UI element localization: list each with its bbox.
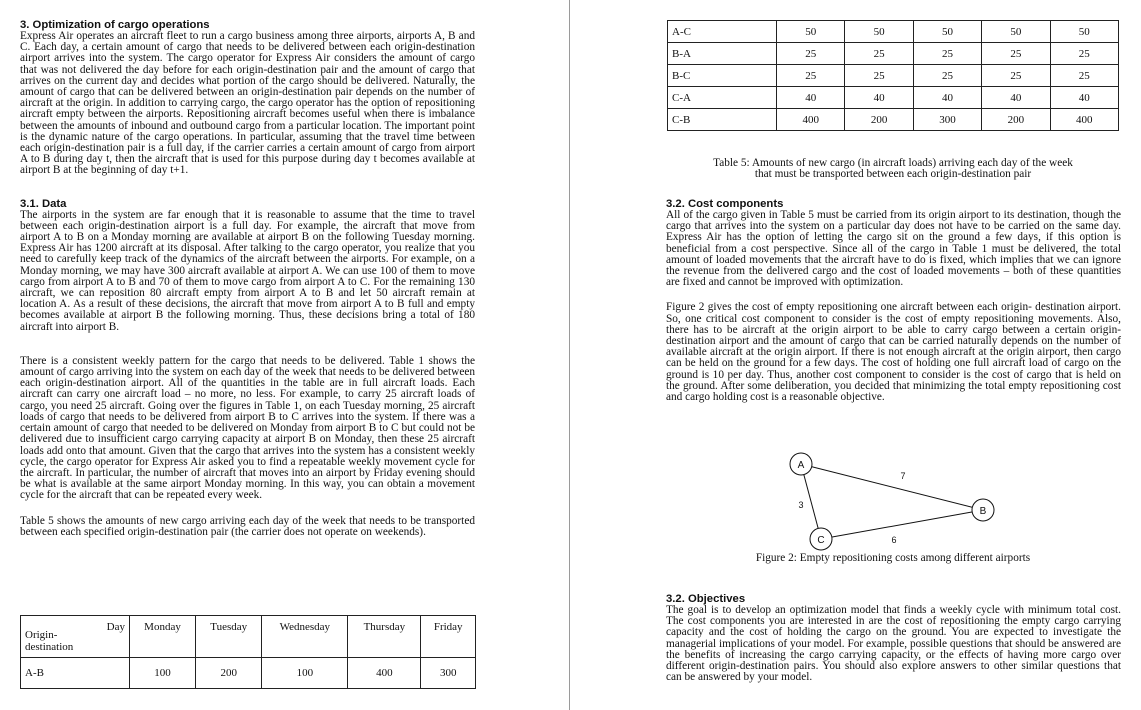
row-value: 400 <box>348 658 421 689</box>
row-pair: C-B <box>668 109 777 131</box>
data-paragraph: The airports in the system are far enough that it is reasonable to assume that the time to travel between each origin-destination airport is a full day. For example, the aircraft that move from airport A to B on a Monday morning are available at airport B on the following Tuesday morning. Express Air has 1200 aircraft at its disposal. After talking to the cargo operator, you realize that you need to carefully keep track of the dynamics of the aircraft between the airports. For example, on a Monday morning, we may have 300 aircraft available at airport A. We can use 100 of them to move cargo from airport A to B and 70 of them to move cargo from airport A to C. For the remaining 130 aircraft, we can reposition 80 aircraft empty from airport A to B and let 50 aircraft remain at location A. As a result of these decisions, the aircraft that move from airport A to B full and empty becomes available at airport B the following morning. Thus, these decisions bring a total of 180 aircraft into airport B. <box>20 208 475 333</box>
row-value: 200 <box>982 109 1050 131</box>
cost-paragraph-1: All of the cargo given in Table 5 must be carried from its origin airport to its destination, though the cargo that arrives into the system on a particular day does not have to be carried on the same day. Express Air has the option of letting the cargo sit on the ground a few days, if this option is beneficial from a cost perspective. Since all of the cargo in Table 1 must be delivered, the total amount of loaded movements that the aircraft have to do is fixed, which implies that we can ignore the revenue from the delivered cargo and the cost of loaded movements – both of these quantities are fixed and cannot be improved with optimization. <box>666 209 1121 289</box>
table-corner-cell <box>21 616 130 658</box>
edge-a-c-cost: 3 <box>798 500 804 510</box>
table-intro-paragraph: Table 5 shows the amounts of new cargo arriving each day of the week that needs to be transported between each specified origin-destination pair (the carrier does not operate on weekends). <box>20 514 475 538</box>
row-value: 40 <box>777 87 845 109</box>
header-day-2: Tuesday <box>196 616 262 658</box>
row-value: 100 <box>262 658 348 689</box>
row-value: 25 <box>982 43 1050 65</box>
row-value: 25 <box>913 43 981 65</box>
edge-a-b-cost: 7 <box>900 471 906 481</box>
row-value: 200 <box>845 109 913 131</box>
row-value: 25 <box>777 43 845 65</box>
header-day-5: Friday <box>421 616 476 658</box>
edge-a-c <box>801 464 821 539</box>
header-day-4: Thursday <box>348 616 421 658</box>
table-row <box>668 21 1119 43</box>
edge-c-b-cost: 6 <box>891 535 897 545</box>
header-day-3: Wednesday <box>262 616 348 658</box>
header-day-1: Monday <box>130 616 196 658</box>
row-value: 40 <box>913 87 981 109</box>
row-value: 40 <box>845 87 913 109</box>
day-label: Day <box>106 621 125 633</box>
row-pair: A-B <box>21 658 130 689</box>
row-value: 40 <box>1050 87 1118 109</box>
row-value: 400 <box>777 109 845 131</box>
node-b-label: B <box>979 506 987 517</box>
data-section-title: 3.1. Data <box>20 197 67 210</box>
row-value: 50 <box>777 21 845 43</box>
left-page <box>0 0 570 710</box>
right-page <box>570 0 1141 710</box>
left-text-column <box>20 19 475 538</box>
pattern-paragraph: There is a consistent weekly pattern for the cargo that needs to be delivered. Table 1 shows the amount of cargo arriving into the system on each day of the week that needs to be delivered between each origin-destination airport. All of the quantities in the table are in full aircraft loads. Each aircraft can carry one aircraft load – no more, no less. For example, to carry 25 aircraft loads of cargo, you need 25 aircraft. Going over the figures in Table 1, on each Tuesday morning, 25 aircraft loads of cargo that needs to be delivered from airport B to C arrives into the system. If there was a certain amount of cargo that needed to be delivered on Monday from airport B to C but could not be delivered due to insufficient cargo carrying capacity at airport B on Monday, then these 25 aircraft loads add onto that amount. Given that the cargo that arrives into the system has a consistent weekly cycle, the cargo operator for Express Air asked you to find a repeatable weekly movement cycle for the aircraft. In particular, the number of aircraft that moves into an airport by Friday evening should be what is available at the same airport Monday morning. In this way, you can obtain a movement cycle for the aircraft that can be repeated every week. <box>20 354 475 502</box>
row-value: 25 <box>913 65 981 87</box>
row-value: 25 <box>1050 65 1118 87</box>
table-caption-line-1: Table 5: Amounts of new cargo (in aircraft loads) arriving each day of the week <box>713 157 1073 169</box>
repositioning-cost-diagram <box>770 448 1010 554</box>
row-value: 100 <box>130 658 196 689</box>
row-value: 25 <box>845 43 913 65</box>
row-pair: B-C <box>668 65 777 87</box>
row-value: 40 <box>982 87 1050 109</box>
row-value: 50 <box>913 21 981 43</box>
row-value: 50 <box>845 21 913 43</box>
table-row <box>668 65 1119 87</box>
table-row <box>668 109 1119 131</box>
cargo-table-part-2 <box>667 20 1119 131</box>
origin-destination-label: Origin-destination <box>25 629 74 653</box>
cost-paragraph-2: Figure 2 gives the cost of empty repositioning one aircraft between each origin- destination airport. So, one critical cost component to consider is the cost of empty repositioning movements. Also, there has to be aircraft at the origin airport to be able to carry cargo between a certain origin-destination airport and the amount of cargo that can be carried naturally depends on the number of available aircraft at the origin airport. If there is not enough aircraft at the origin airport, then cargo can be held on the ground for a few days. The cost of holding one full aircraft load of cargo on the ground is 10 per day. Thus, another cost component to consider is the cost of cargo that is held on the ground. After some deliberation, you decided that minimizing the total empty repositioning cost and cargo holding cost is a reasonable objective. <box>666 301 1121 404</box>
intro-paragraph: Express Air operates an aircraft fleet to run a cargo business among three airports, airports A, B and C. Each day, a certain amount of cargo that needs to be delivered between each origin-destination airport arrives into the system. The cargo operator for Express Air considers the amount of cargo that was not delivered the day before for each origin-destination pair and the amount of cargo that arrives on the current day and decides what portion of the cargo should be delivered. Naturally, the amount of cargo that can be delivered between an origin-destination pair depends on the number of aircraft at the origin. In addition to carrying cargo, the cargo operator has the option of repositioning aircraft empty between the airports. Repositioning aircraft becomes useful when there is imbalance between the amounts of inbound and outbound cargo from a particular location. The important point is the dynamic nature of the cargo operations. In particular, assuming that the travel time between each origin-destination pair is a full day, if the carrier carries a certain amount of cargo from airport A to B during day t, then the aircraft that is used for this purpose during day t becomes available at airport B at the beginning of day t+1. <box>20 30 475 177</box>
objectives-paragraph: The goal is to develop an optimization model that finds a weekly cycle with minimum total cost. The cost components you are interested in are the cost of repositioning the empty cargo carrying capacity and the cost of holding the cargo on the ground. You are expected to investigate the managerial implications of your model. For example, possible questions that should be answered are the benefits of increasing the cargo carrying capacity, or the effects of having more cargo over different origin-destination pairs. You should also explore answers to other similar questions that can be answered by your model. <box>666 604 1121 684</box>
row-pair: B-A <box>668 43 777 65</box>
edge-a-b <box>801 464 983 510</box>
row-value: 25 <box>777 65 845 87</box>
table-header-row <box>21 616 476 658</box>
cost-section <box>666 198 1121 403</box>
table-caption-line-2: that must be transported between each origin-destination pair <box>754 168 1032 181</box>
row-value: 25 <box>982 65 1050 87</box>
edge-c-b <box>821 510 983 539</box>
row-value: 400 <box>1050 109 1118 131</box>
row-value: 25 <box>1050 43 1118 65</box>
row-value: 300 <box>421 658 476 689</box>
objectives-section <box>666 593 1121 683</box>
section-title: 3. Optimization of cargo operations <box>20 19 210 31</box>
table-row <box>21 658 476 689</box>
objectives-section-title: 3.2. Objectives <box>666 593 746 605</box>
row-pair: C-A <box>668 87 777 109</box>
node-c-label: C <box>817 535 825 546</box>
cost-section-title: 3.2. Cost components <box>666 198 784 210</box>
figure-caption: Figure 2: Empty repositioning costs among different airports <box>755 552 1031 564</box>
table-caption <box>665 158 1121 180</box>
table-row <box>668 87 1119 109</box>
row-value: 50 <box>1050 21 1118 43</box>
table-row <box>668 43 1119 65</box>
row-value: 25 <box>845 65 913 87</box>
row-value: 50 <box>982 21 1050 43</box>
cargo-table-part-1 <box>20 615 476 689</box>
row-value: 300 <box>913 109 981 131</box>
row-pair: A-C <box>668 21 777 43</box>
node-a-label: A <box>797 460 805 471</box>
row-value: 200 <box>196 658 262 689</box>
